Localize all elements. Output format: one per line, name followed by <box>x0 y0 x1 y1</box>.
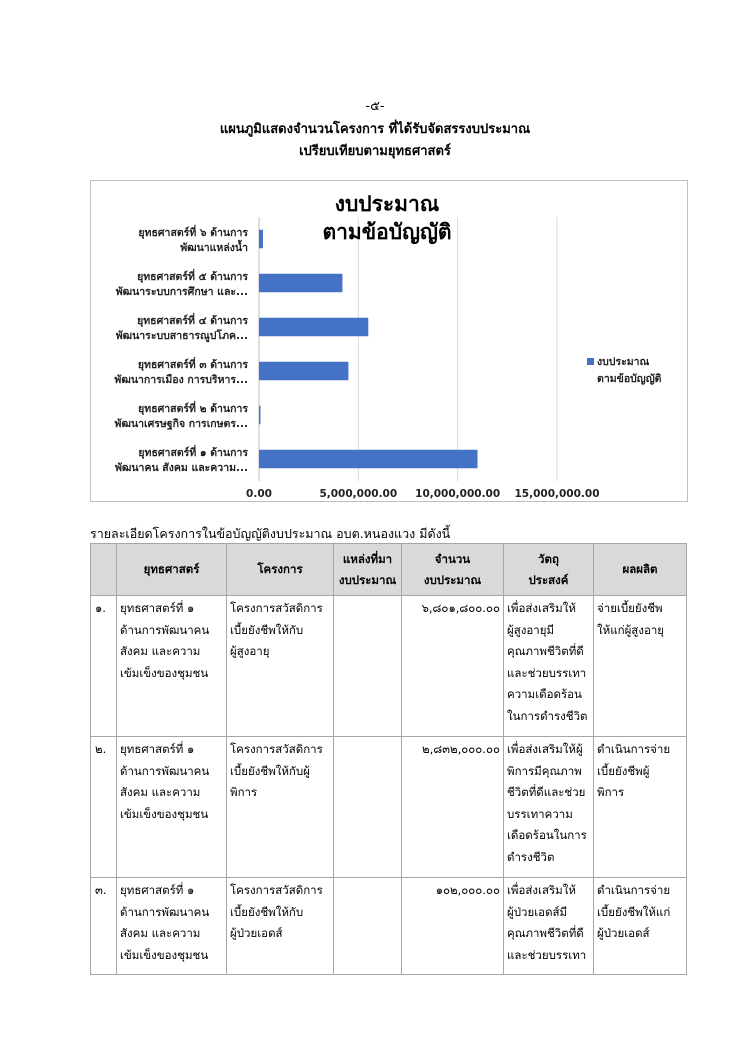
header-source <box>334 544 402 596</box>
table-row <box>91 737 687 878</box>
header-text: วัตถุ <box>538 551 559 566</box>
header-objective <box>504 544 594 596</box>
cell-source <box>334 596 402 737</box>
cell-strategy: ยุทธศาสตร์ที่ ๑ ด้านการพัฒนาคน สังคม และความ เข้มเข็งของชุมชน <box>117 596 227 737</box>
cell-output: ดำเนินการจ่าย เบี้ยยังชีพให้แก่ ผู้ป่วยเอดส์ <box>594 878 687 975</box>
header-text: งบประมาณ <box>338 572 397 587</box>
bar <box>259 230 263 248</box>
budget-chart <box>90 180 688 502</box>
category-label: พัฒนาเศรษฐกิจ การเกษตร... <box>114 418 248 430</box>
x-tick-label: 5,000,000.00 <box>319 488 398 500</box>
cell-source <box>334 878 402 975</box>
chart-canvas <box>91 181 687 501</box>
page-number: -๕- <box>365 99 385 114</box>
cell-no: ๑. <box>91 596 117 737</box>
header-amount <box>402 544 504 596</box>
table-row <box>91 596 687 737</box>
header-text: ยุทธศาสตร์ <box>143 562 200 576</box>
document-title-line-2: เปรียบเทียบตามยุทธศาสตร์ <box>299 144 451 159</box>
cell-amount: ๒,๘๓๒,๐๐๐.๐๐ <box>402 737 504 878</box>
chart-title: งบประมาณ <box>334 192 440 216</box>
bar <box>259 362 348 380</box>
x-tick-label: 0.00 <box>246 488 272 500</box>
header-text: ผลผลิต <box>622 562 658 576</box>
category-label: ยุทธศาสตร์ที่ ๑ ด้านการ <box>138 447 248 459</box>
header-text: แหล่งที่มา <box>342 551 393 566</box>
header-text: ประสงค์ <box>528 572 569 587</box>
category-label: พัฒนาแหล่งน้ำ <box>180 242 248 254</box>
category-label: ยุทธศาสตร์ที่ ๓ ด้านการ <box>137 359 248 371</box>
header-text: งบประมาณ <box>423 572 482 587</box>
cell-source <box>334 737 402 878</box>
category-label: ยุทธศาสตร์ที่ ๒ ด้านการ <box>138 403 248 415</box>
bar <box>259 406 261 424</box>
legend-label: ตามข้อบัญญัติ <box>597 373 662 385</box>
header-project <box>227 544 334 596</box>
category-label: ยุทธศาสตร์ที่ ๕ ด้านการ <box>137 271 248 283</box>
cell-no: ๒. <box>91 737 117 878</box>
header-output <box>594 544 687 596</box>
category-label: ยุทธศาสตร์ที่ ๖ ด้านการ <box>138 227 248 239</box>
legend-label: งบประมาณ <box>597 356 650 368</box>
document-title-line-1: แผนภูมิแสดงจำนวนโครงการ ที่ได้รับจัดสรรงบประมาณ <box>219 122 531 137</box>
cell-strategy: ยุทธศาสตร์ที่ ๑ ด้านการพัฒนาคน สังคม และความ เข้มเข็งของชุมชน <box>117 737 227 878</box>
category-label: พัฒนาคน สังคม และความ... <box>114 462 248 474</box>
x-tick-label: 10,000,000.00 <box>415 488 501 500</box>
category-label: พัฒนาระบบการศึกษา และ... <box>115 286 248 298</box>
cell-amount: ๖,๘๐๑,๘๐๐.๐๐ <box>402 596 504 737</box>
cell-output: ดำเนินการจ่าย เบี้ยยังชีพผู้ พิการ <box>594 737 687 878</box>
cell-objective: เพื่อส่งเสริมให้ ผู้ป่วยเอดส์มี คุณภาพชีวิตที่ดี และช่วยบรรเทา <box>504 878 594 975</box>
header-text: โครงการ <box>257 562 303 576</box>
category-label: ยุทธศาสตร์ที่ ๔ ด้านการ <box>137 315 248 327</box>
cell-objective: เพื่อส่งเสริมให้ ผู้สูงอายุมี คุณภาพชีวิตที่ดี และช่วยบรรเทา ความเดือดร้อน ในการดำรงชีวิต <box>504 596 594 737</box>
table-header-row <box>91 544 687 596</box>
x-tick-label: 15,000,000.00 <box>514 488 600 500</box>
category-label: พัฒนาการเมือง การบริหาร... <box>114 374 248 386</box>
header-number <box>91 544 117 596</box>
legend-swatch <box>587 358 594 365</box>
cell-project: โครงการสวัสดิการ เบี้ยยังชีพให้กับ ผู้ป่วยเอดส์ <box>227 878 334 975</box>
project-table-container <box>90 543 686 975</box>
cell-output: จ่ายเบี้ยยังชีพ ให้แก่ผู้สูงอายุ <box>594 596 687 737</box>
cell-strategy: ยุทธศาสตร์ที่ ๑ ด้านการพัฒนาคน สังคม และความ เข้มเข็งของชุมชน <box>117 878 227 975</box>
table-row <box>91 878 687 975</box>
category-label: พัฒนาระบบสาธารณูปโภค... <box>115 330 248 342</box>
project-table <box>90 543 687 975</box>
cell-project: โครงการสวัสดิการ เบี้ยยังชีพให้กับผู้ พิการ <box>227 737 334 878</box>
header-strategy <box>117 544 227 596</box>
cell-no: ๓. <box>91 878 117 975</box>
header-text: จำนวน <box>434 551 471 566</box>
chart-title: ตามข้อบัญญัติ <box>322 220 452 244</box>
cell-objective: เพื่อส่งเสริมให้ผู้ พิการมีคุณภาพ ชีวิตที่ดีและช่วย บรรเทาความ เดือดร้อนในการ ดำรงชีวิต <box>504 737 594 878</box>
intro-text: รายละเอียดโครงการในข้อบัญญัติงบประมาณ อบต.หนองแวง มีดังนี้ <box>90 526 451 541</box>
bar <box>259 318 368 336</box>
cell-project: โครงการสวัสดิการ เบี้ยยังชีพให้กับ ผู้สูงอายุ <box>227 596 334 737</box>
bar <box>259 274 342 292</box>
cell-amount: ๑๐๒,๐๐๐.๐๐ <box>402 878 504 975</box>
bar <box>259 450 478 468</box>
